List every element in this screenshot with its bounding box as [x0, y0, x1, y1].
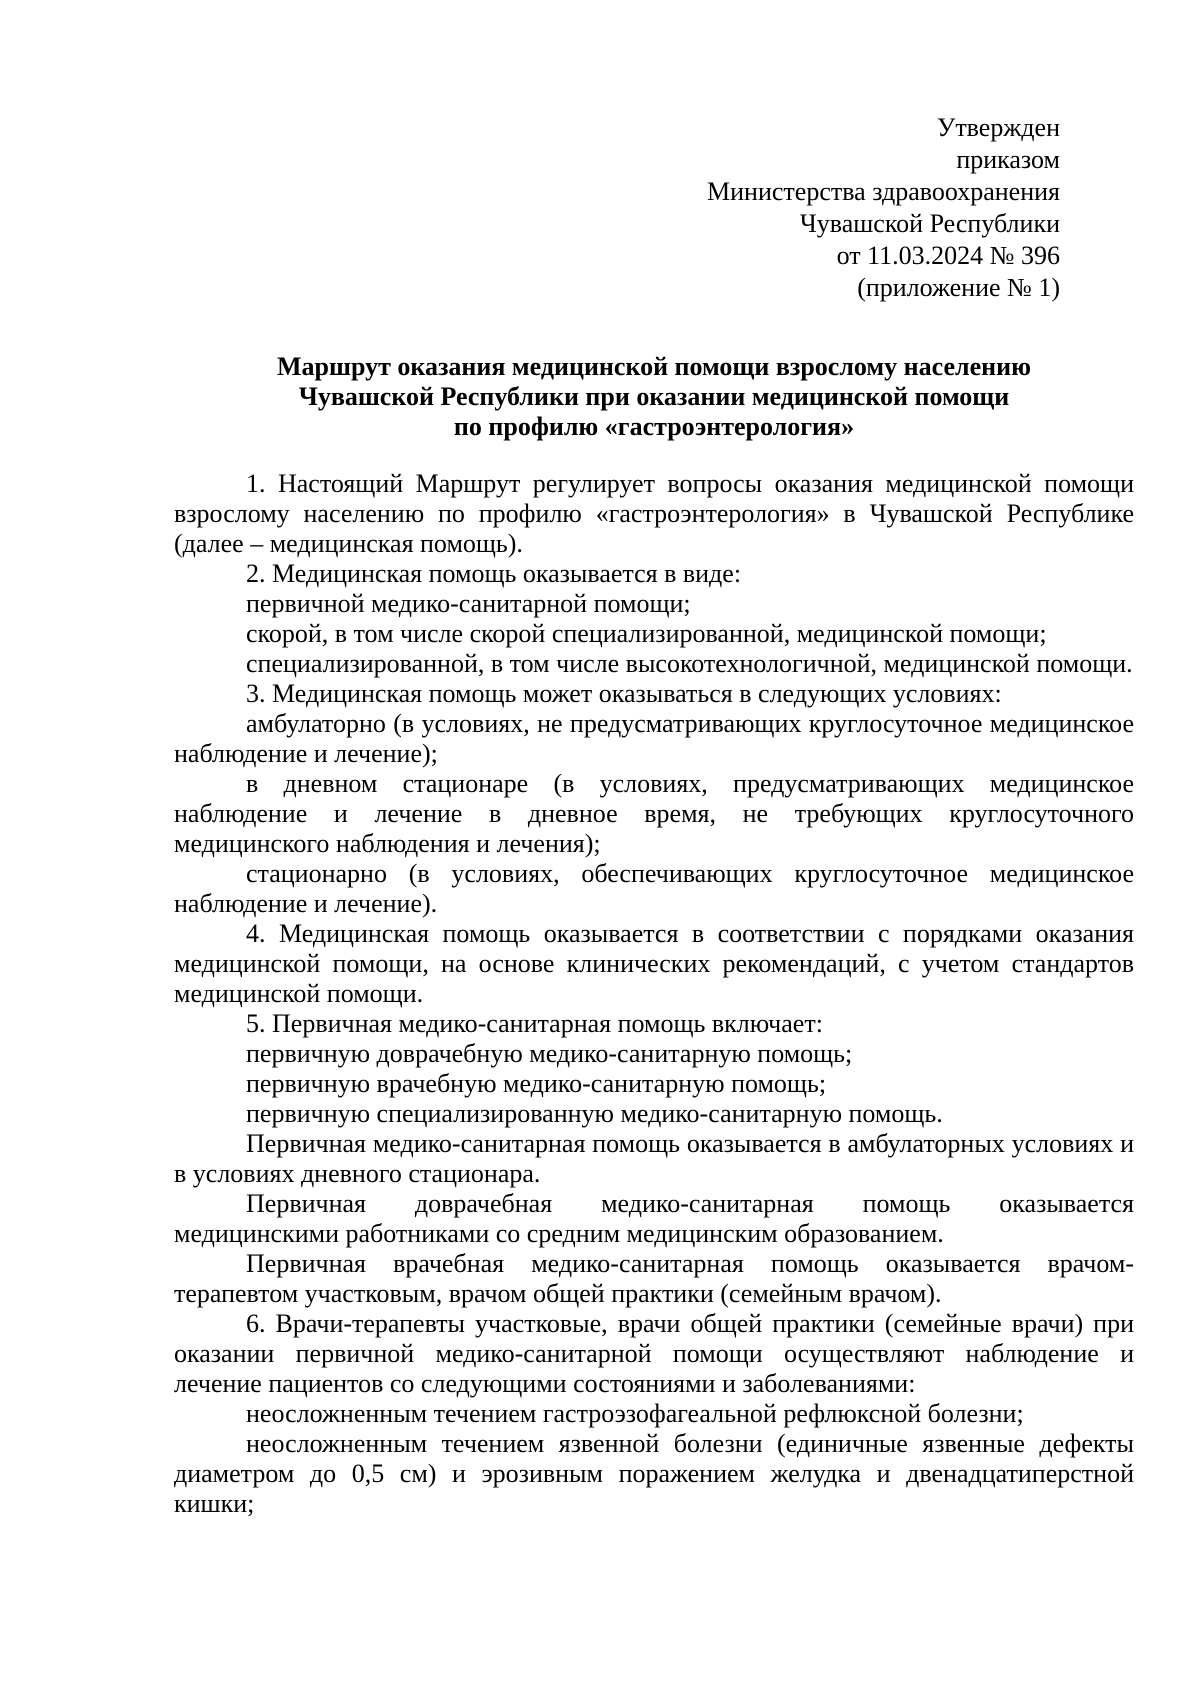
- paragraph: неосложненным течением язвенной болезни (единичные язвенные дефекты диаметром до 0,5 см) и эрозивным поражением желудка и двенадцатиперстной кишки;: [174, 1429, 1134, 1518]
- paragraph: 2. Медицинская помощь оказывается в виде:: [246, 559, 742, 588]
- paragraph: в дневном стационаре (в условиях, предусматривающих медицинское наблюдение и лечение в дневное время, не требующих круглосуточного медицинского наблюдения и лечения);: [174, 769, 1134, 858]
- paragraph: стационарно (в условиях, обеспечивающих круглосуточное медицинское наблюдение и лечение).: [174, 859, 1134, 918]
- paragraph: 4. Медицинская помощь оказывается в соответствии с порядками оказания медицинской помощи, на основе клинических рекомендаций, с учетом стандартов медицинской помощи.: [174, 919, 1134, 1008]
- approval-line: Чувашской Республики: [799, 209, 1060, 238]
- document-body: [174, 469, 1134, 1519]
- title-line: Чувашской Республики при оказании медицинской помощи: [298, 382, 1010, 411]
- paragraph: Первичная врачебная медико-санитарная помощь оказывается врачом-терапевтом участковым, врачом общей практики (семейным врачом).: [174, 1249, 1134, 1308]
- paragraph: специализированной, в том числе высокотехнологичной, медицинской помощи.: [246, 649, 1133, 678]
- paragraph: первичную доврачебную медико-санитарную помощь;: [246, 1039, 853, 1068]
- paragraph: неосложненным течением гастроэзофагеальной рефлюксной болезни;: [246, 1399, 1024, 1428]
- paragraph: амбулаторно (в условиях, не предусматривающих круглосуточное медицинское наблюдение и лечение);: [174, 709, 1134, 768]
- title-line: Маршрут оказания медицинской помощи взрослому населению: [277, 352, 1031, 381]
- paragraph: первичную врачебную медико-санитарную помощь;: [246, 1069, 827, 1098]
- paragraph: Первичная медико-санитарная помощь оказывается в амбулаторных условиях и в условиях дневного стационара.: [174, 1129, 1134, 1188]
- paragraph: первичную специализированную медико-санитарную помощь.: [246, 1099, 943, 1128]
- title-line: по профилю «гастроэнтерология»: [453, 412, 855, 441]
- approval-line: от 11.03.2024 № 396: [836, 241, 1060, 270]
- approval-line: (приложение № 1): [857, 273, 1060, 302]
- paragraph: 1. Настоящий Маршрут регулирует вопросы оказания медицинской помощи взрослому населению по профилю «гастроэнтерология» в Чувашской Республике (далее – медицинская помощь).: [174, 469, 1134, 558]
- approval-line: Утвержден: [936, 113, 1060, 142]
- approval-stamp-block: [500, 112, 1060, 304]
- document-title: [174, 352, 1134, 442]
- paragraph: скорой, в том числе скорой специализированной, медицинской помощи;: [246, 619, 1047, 648]
- paragraph: 5. Первичная медико-санитарная помощь включает:: [246, 1009, 823, 1038]
- paragraph: первичной медико-санитарной помощи;: [246, 589, 691, 618]
- approval-line: Министерства здравоохранения: [707, 177, 1060, 206]
- paragraph: 3. Медицинская помощь может оказываться в следующих условиях:: [246, 679, 1002, 708]
- approval-line: приказом: [956, 145, 1060, 174]
- paragraph: Первичная доврачебная медико-санитарная помощь оказывается медицинскими работниками со средним медицинским образованием.: [174, 1189, 1134, 1248]
- paragraph: 6. Врачи-терапевты участковые, врачи общей практики (семейные врачи) при оказании первичной медико-санитарной помощи осуществляют наблюдение и лечение пациентов со следующими состояниями и заболеваниями:: [174, 1309, 1134, 1398]
